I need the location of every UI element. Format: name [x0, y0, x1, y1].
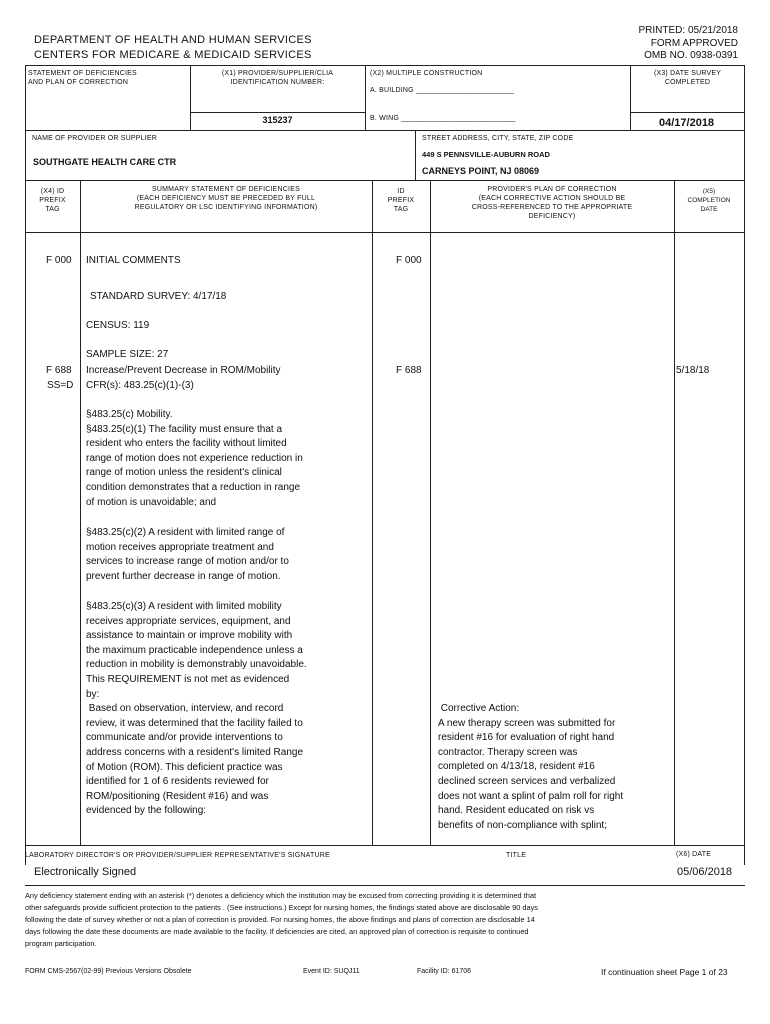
provider-name-label: NAME OF PROVIDER OR SUPPLIER — [32, 135, 158, 142]
rule — [25, 180, 745, 181]
printed-date: PRINTED: 05/21/2018 — [638, 25, 738, 36]
rule — [372, 180, 373, 845]
regulation-paragraph-1: §483.25(c) Mobility. §483.25(c)(1) The facility must ensure that a resident who enters the facility without limited range of motion does not experience reduction in range of motion unless the resident's clinical condition demonstrates that a reduction in range of motion is unavoidable; and — [86, 409, 303, 508]
omb-number: OMB NO. 0938-0391 — [644, 50, 738, 61]
tag-f000-left: F 000 — [46, 255, 72, 266]
building-field: A. BUILDING ________________________ — [370, 87, 515, 94]
statement-of-deficiencies-label: STATEMENT OF DEFICIENCIES AND PLAN OF CORRECTION — [28, 70, 137, 86]
rule — [25, 130, 745, 131]
wing-field: B. WING ____________________________ — [370, 115, 516, 122]
signature-date-label: (X6) DATE — [676, 851, 712, 858]
sample-size: SAMPLE SIZE: 27 — [86, 349, 169, 360]
department-name: DEPARTMENT OF HEALTH AND HUMAN SERVICES — [34, 34, 312, 46]
standard-survey: STANDARD SURVEY: 4/17/18 — [90, 291, 227, 302]
rule — [25, 65, 745, 66]
rule — [80, 180, 81, 845]
scope-severity: SS=D — [47, 380, 74, 391]
rule — [674, 180, 675, 845]
provider-id-value: 315237 — [262, 115, 293, 125]
signature-value: Electronically Signed — [34, 866, 137, 878]
tag-f688-right: F 688 — [396, 365, 422, 376]
street-address-label: STREET ADDRESS, CITY, STATE, ZIP CODE — [422, 135, 574, 142]
title-label: TITLE — [506, 852, 527, 859]
rule — [430, 180, 431, 845]
initial-comments: INITIAL COMMENTS — [86, 255, 181, 266]
date-survey-completed: 04/17/2018 — [659, 117, 715, 129]
regulation-paragraph-2: §483.25(c)(2) A resident with limited range of motion receives appropriate treatment and services to increase range of motion and/or to prevent further decrease in range of motion. — [86, 527, 289, 582]
rule — [365, 65, 366, 130]
form-approved: FORM APPROVED — [650, 37, 738, 49]
facility-id: Facility ID: 61706 — [417, 968, 472, 975]
disclosure-note: Any deficiency statement ending with an asterisk (*) denotes a deficiency which the institution may be excused from correcting providing it is determined that other safeguards provide sufficient protection to the patients . (See instructions.) Except for nursing homes, the findings stated above are disclosable 90 days following the date of survey whether or not a plan of correction is provided. For nursing homes, the above findings and plans of correction are disclosable 14 days following the date these documents are made available to the facility. If deficiencies are cited, an approved plan of correction is requisite to continued program participation. — [25, 891, 538, 948]
completion-date: 5/18/18 — [676, 365, 710, 376]
plan-of-correction-header: PROVIDER'S PLAN OF CORRECTION (EACH CORRECTIVE ACTION SHOULD BE CROSS-REFERENCED TO THE APPROPRIATE DEFICIENCY) — [471, 186, 633, 220]
page-indicator: If continuation sheet Page 1 of 23 — [601, 967, 728, 977]
rule — [25, 232, 745, 233]
rule — [190, 112, 365, 113]
provider-name: SOUTHGATE HEALTH CARE CTR — [33, 157, 177, 167]
tag-f688-left: F 688 — [46, 365, 72, 376]
plan-of-correction-text: Corrective Action: A new therapy screen was submitted for resident #16 for evaluation of right hand contractor. Therapy screen was completed on 4/13/18, resident #16 declined screen services and verbalized does not want a splint of palm roll for right hand. Resident educated on risk vs benefits of non-compliance with splint; — [438, 703, 624, 831]
census: CENSUS: 119 — [86, 320, 150, 331]
signature-label: LABORATORY DIRECTOR'S OR PROVIDER/SUPPLIER REPRESENTATIVE'S SIGNATURE — [25, 852, 330, 859]
multiple-construction-label: (X2) MULTIPLE CONSTRUCTION — [370, 70, 483, 77]
agency-header — [34, 33, 312, 63]
form-number: FORM CMS-2567(02-99) Previous Versions Obsolete — [25, 968, 192, 975]
form-approval-block — [639, 25, 739, 63]
rule — [25, 845, 745, 846]
regulation-paragraph-3: §483.25(c)(3) A resident with limited mobility receives appropriate services, equipment, and assistance to maintain or improve mobility with the maximum practicable independence unless a reduction in mobility is demonstrably unavoidable. This REQUIREMENT is not met as evidenced by: Based on observation, interview, and record review, it was determined that the facility failed to communicate and/or provide interventions to address concerns with a resident's limited Range of Motion (ROM). This deficient practice was identified for 1 of 6 residents reviewed for ROM/positioning (Resident #16) and was evidenced by the following: — [86, 601, 307, 817]
tag-f000-right: F 000 — [396, 255, 422, 266]
agency-name: CENTERS FOR MEDICARE & MEDICAID SERVICES — [34, 49, 312, 61]
street-address: 449 S PENNSVILLE-AUBURN ROAD — [422, 150, 550, 159]
provider-id-label: (X1) PROVIDER/SUPPLIER/CLIA IDENTIFICATION NUMBER: — [221, 70, 334, 86]
deficiency-title: Increase/Prevent Decrease in ROM/Mobility — [86, 365, 281, 376]
rule — [25, 885, 745, 886]
summary-statement-header: SUMMARY STATEMENT OF DEFICIENCIES (EACH DEFICIENCY MUST BE PRECEDED BY FULL REGULATORY OR LSC IDENTIFYING INFORMATION) — [134, 186, 318, 211]
event-id: Event ID: SUQJ11 — [303, 968, 360, 975]
rule — [415, 130, 416, 180]
completion-date-header: (X5) COMPLETION DATE — [687, 188, 731, 213]
rule — [744, 65, 745, 865]
signature-date: 05/06/2018 — [677, 866, 733, 878]
id-prefix-header: ID PREFIX TAG — [387, 188, 415, 213]
rule — [25, 65, 26, 865]
city-state-zip: CARNEYS POINT, NJ 08069 — [422, 166, 540, 176]
x4-id-prefix-header: (X4) ID PREFIX TAG — [39, 188, 66, 213]
date-survey-label: (X3) DATE SURVEY COMPLETED — [653, 70, 722, 86]
deficiency-cfr: CFR(s): 483.25(c)(1)-(3) — [86, 380, 194, 391]
rule — [630, 112, 745, 113]
